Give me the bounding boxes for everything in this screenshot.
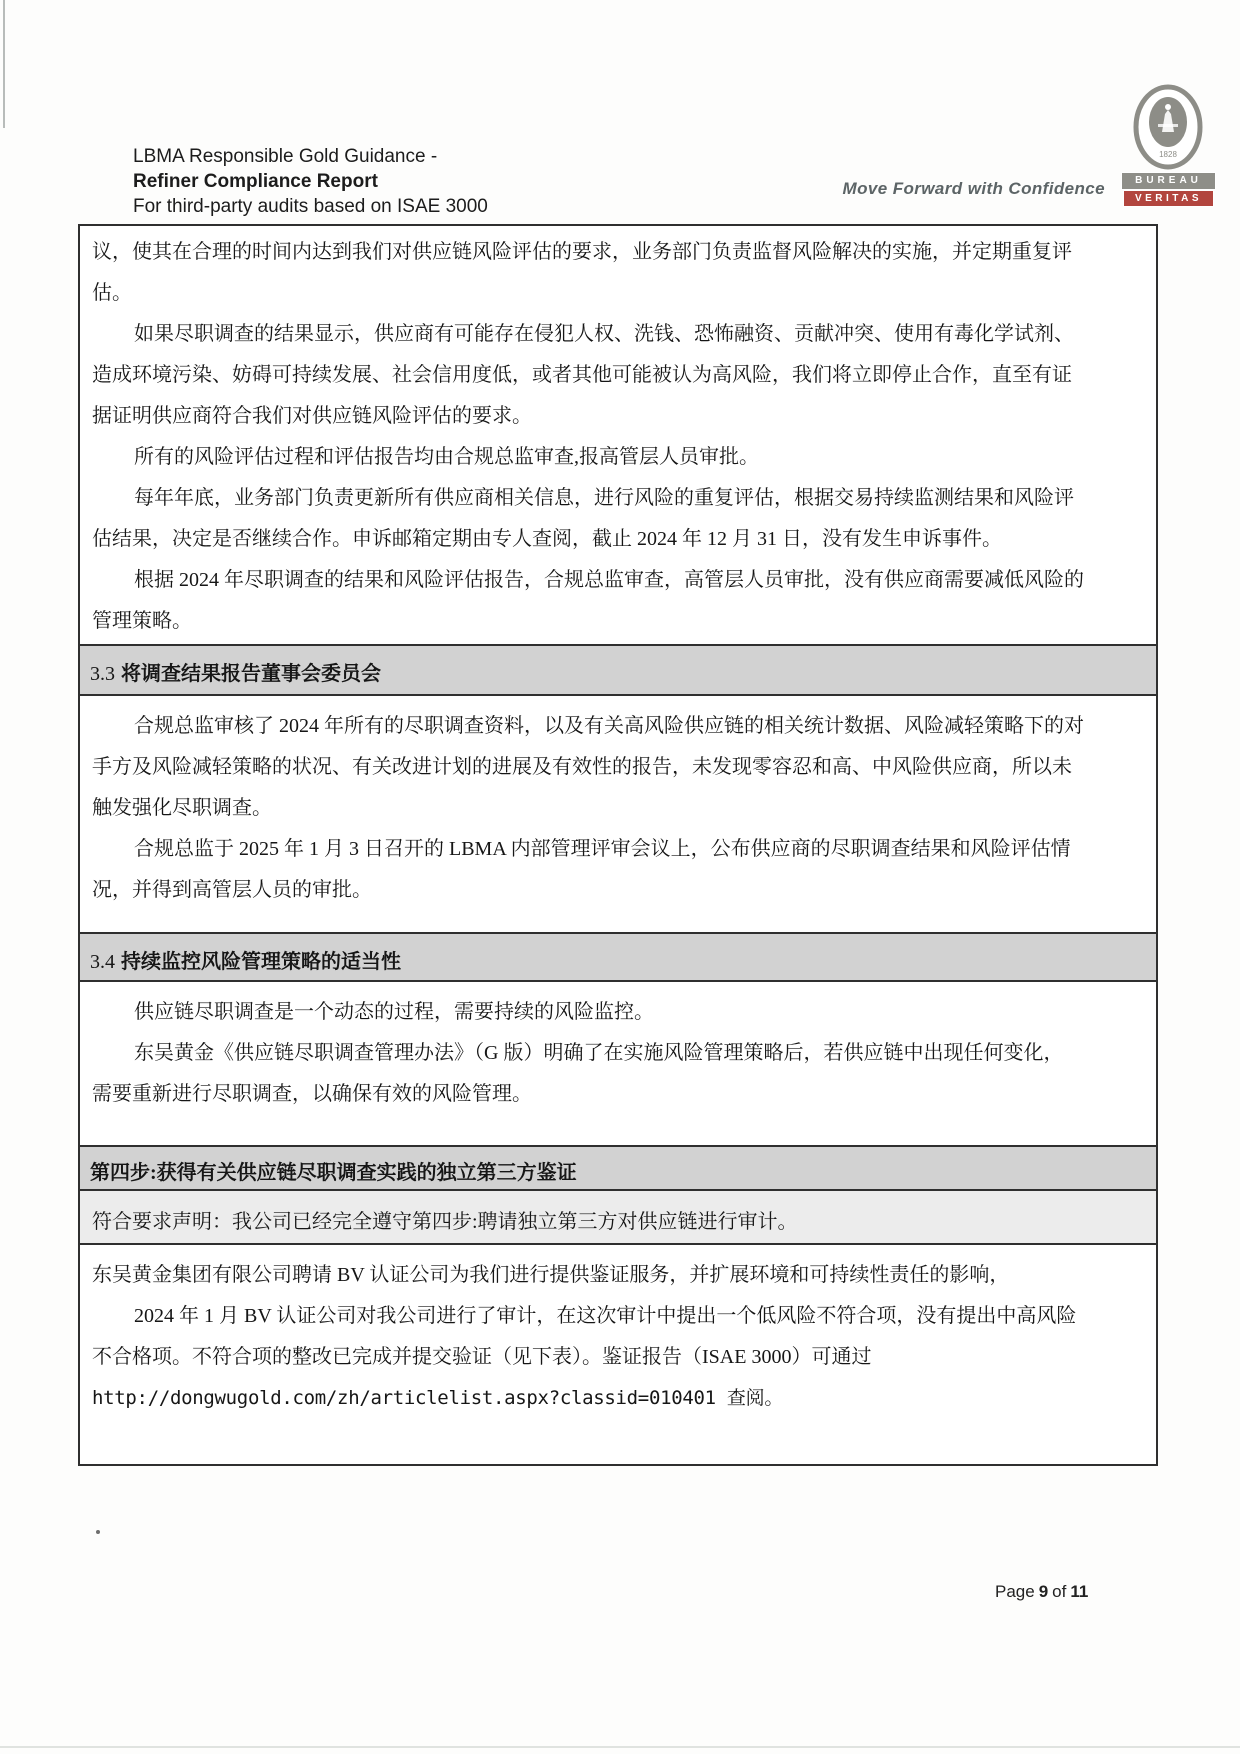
text-line: 合规总监审核了 2024 年所有的尽职调查资料，以及有关高风险供应链的相关统计数据、风险减轻策略下的对 xyxy=(134,715,1084,737)
brand-tagline: Move Forward with Confidence xyxy=(842,179,1105,198)
text-line: 触发强化尽职调查。 xyxy=(92,797,272,819)
text-line: 合规总监于 2025 年 1 月 3 日召开的 LBMA 内部管理评审会议上，公布供应商的尽职调查结果和风险评估情 xyxy=(134,838,1071,860)
text-line: 不合格项。不符合项的整改已完成并提交验证（见下表）。鉴证报告（ISAE 3000）可通过 xyxy=(92,1346,872,1368)
text-line: 根据 2024 年尽职调查的结果和风险评估报告，合规总监审查，高管层人员审批，没有供应商需要减低风险的 xyxy=(134,569,1084,591)
text-line: 管理策略。 xyxy=(92,610,192,632)
footer-page-number: 9 xyxy=(1038,1582,1049,1601)
emblem-year: 1828 xyxy=(1159,150,1177,159)
text-line: 况，并得到高管层人员的审批。 xyxy=(92,879,372,901)
veritas-logo-box: VERITAS xyxy=(1123,190,1214,207)
section-step4-statement xyxy=(80,1191,1156,1245)
text-line: 需要重新进行尽职调查，以确保有效的风险管理。 xyxy=(92,1083,532,1105)
footer-page-label: Page xyxy=(995,1582,1035,1601)
compliance-statement: 符合要求声明：我公司已经完全遵守第四步:聘请独立第三方对供应链进行审计。 xyxy=(92,1211,798,1233)
text-line: 东吴黄金集团有限公司聘请 BV 认证公司为我们进行提供鉴证服务，并扩展环境和可持续性责任的影响， xyxy=(92,1264,1010,1286)
text-line: 所有的风险评估过程和评估报告均由合规总监审查,报高管层人员审批。 xyxy=(134,446,759,468)
text-line: 据证明供应商符合我们对供应链风险评估的要求。 xyxy=(92,405,532,427)
text-line: 议，使其在合理的时间内达到我们对供应链风险评估的要求，业务部门负责监督风险解决的实施，并定期重复评 xyxy=(92,241,1072,263)
section-title: 持续监控风险管理策略的适当性 xyxy=(121,951,401,973)
section-intro xyxy=(80,226,1156,644)
text-line: 估结果，决定是否继续合作。申诉邮箱定期由专人查阅，截止 2024 年 12 月 31 日，没有发生申诉事件。 xyxy=(92,528,1002,550)
bureau-veritas-emblem-icon xyxy=(1132,84,1204,170)
text-line: 如果尽职调查的结果显示，供应商有可能存在侵犯人权、洗钱、恐怖融资、贡献冲突、使用有毒化学试剂、 xyxy=(134,323,1074,345)
header-title-line3: For third-party audits based on ISAE 3000 xyxy=(133,196,488,217)
bureau-logo-box: BUREAU xyxy=(1121,172,1216,190)
text-line: 估。 xyxy=(92,282,132,304)
section-s34-body xyxy=(80,982,1156,1145)
text-line: 造成环境污染、妨碍可持续发展、社会信用度低，或者其他可能被认为高风险，我们将立即停止合作，直至有证 xyxy=(92,364,1072,386)
section-step4-body xyxy=(80,1245,1156,1464)
scan-speck-artifact xyxy=(96,1530,100,1534)
section-title: 第四步:获得有关供应链尽职调查实践的独立第三方鉴证 xyxy=(90,1162,577,1184)
section-step4-heading xyxy=(80,1145,1156,1191)
section-number: 3.3 xyxy=(90,663,115,685)
footer-of-label: of xyxy=(1052,1582,1067,1601)
section-s33-heading xyxy=(80,644,1156,696)
text-line: 供应链尽职调查是一个动态的过程，需要持续的风险监控。 xyxy=(134,1001,654,1023)
section-title: 将调查结果报告董事会委员会 xyxy=(121,663,381,685)
page-footer xyxy=(995,1582,1092,1602)
text-line: http://dongwugold.com/zh/articlelist.aspx?classid=010401 查阅。 xyxy=(92,1387,784,1409)
footer-total-pages: 11 xyxy=(1070,1582,1089,1601)
header-title-line1: LBMA Responsible Gold Guidance - xyxy=(133,146,438,167)
text-line: 2024 年 1 月 BV 认证公司对我公司进行了审计，在这次审计中提出一个低风险不符合项，没有提出中高风险 xyxy=(134,1305,1077,1327)
section-s33-body xyxy=(80,696,1156,932)
text-line: 手方及风险减轻策略的状况、有关改进计划的进展及有效性的报告，未发现零容忍和高、中风险供应商，所以未 xyxy=(92,756,1072,778)
section-s34-heading xyxy=(80,932,1156,982)
scan-edge-artifact xyxy=(3,0,5,128)
scan-bottom-artifact xyxy=(0,1746,1240,1748)
report-header xyxy=(133,144,488,219)
header-title-line2: Refiner Compliance Report xyxy=(133,171,378,192)
text-line: 东吴黄金《供应链尽职调查管理办法》（G 版）明确了在实施风险管理策略后，若供应链中出现任何变化， xyxy=(134,1042,1064,1064)
document-box xyxy=(78,224,1158,1466)
section-number: 3.4 xyxy=(90,951,115,973)
text-line: 每年年底，业务部门负责更新所有供应商相关信息，进行风险的重复评估，根据交易持续监测结果和风险评 xyxy=(134,487,1074,509)
